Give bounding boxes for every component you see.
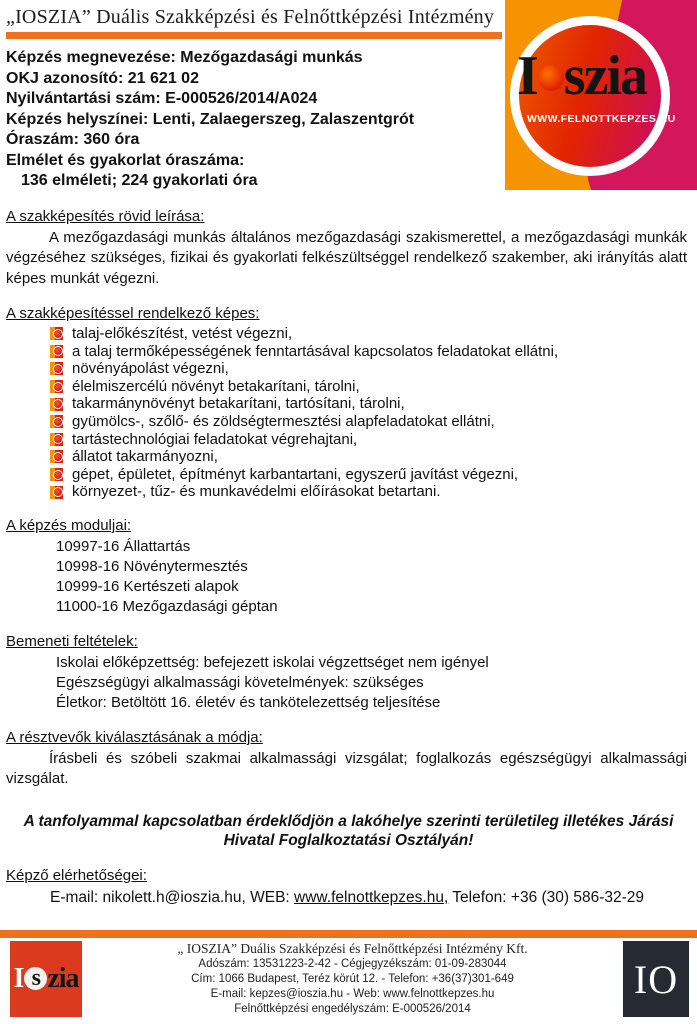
- list-item: [50, 413, 687, 431]
- competencies-heading: A szakképesítéssel rendelkező képes:: [6, 305, 260, 322]
- footer-logo-letters-zia: zia: [47, 963, 79, 994]
- ioszia-bullet-icon: [50, 398, 63, 411]
- description-heading: A szakképesítés rövid leírása:: [6, 207, 205, 225]
- list-item: [50, 378, 687, 396]
- entry-requirement-item: Iskolai előképzettség: befejezett iskolai végzettséget nem igényel: [56, 653, 489, 671]
- footer-logo-letter-i: I: [13, 963, 24, 994]
- logo-website-url: WWW.FELNOTTKEPZES.HU: [527, 113, 676, 125]
- list-item: [50, 448, 687, 466]
- module-item: 10999-16 Kertészeti alapok: [56, 577, 239, 595]
- footer-divider: [0, 930, 697, 938]
- contact-heading: Képző elérhetőségei:: [6, 866, 147, 884]
- entry-requirements-section: [6, 633, 687, 713]
- entry-requirement-item: Életkor: Betöltött 16. életév és tankötelezettség teljesítése: [56, 693, 441, 711]
- ioszia-bullet-icon: [50, 380, 63, 393]
- logo-dot-icon: [538, 65, 564, 91]
- footer-logo-s-disc-icon: s: [24, 967, 47, 990]
- locations-line: Képzés helyszínei: Lenti, Zalaegerszeg, Zalaszentgrót: [6, 110, 415, 128]
- footer-email-web-line: E-mail: kepzes@ioszia.hu - Web: www.felnottkepzes.hu: [210, 988, 495, 1000]
- list-item: [50, 395, 687, 413]
- list-item-text: élelmiszercélú növényt betakarítani, tárolni,: [72, 377, 360, 395]
- footer-address-line: Cím: 1066 Budapest, Teréz körút 12. - Telefon: +36(37)301-649: [191, 973, 514, 985]
- module-item: 10998-16 Növénytermesztés: [56, 557, 248, 575]
- list-item-text: talaj-előkészítést, vetést végezni,: [72, 325, 293, 342]
- footer-ioszia-logo: [10, 941, 82, 1017]
- okj-id-line: OKJ azonosító: 21 621 02: [6, 69, 199, 87]
- list-item-text: gyümölcs-, szőlő- és zöldségtermesztési alapfeladatokat ellátni,: [72, 412, 495, 430]
- modules-list: [56, 537, 687, 617]
- email-link[interactable]: nikolett.h@ioszia.hu: [102, 888, 242, 906]
- module-item: 10997-16 Állattartás: [56, 537, 191, 555]
- list-item-text: a talaj termőképességének fenntartásával kapcsolatos feladatokat ellátni,: [72, 342, 559, 360]
- list-item: [50, 325, 687, 343]
- theory-practice-hours-line: 136 elméleti; 224 gyakorlati óra: [21, 172, 258, 189]
- logo-letter-i: I: [517, 45, 537, 107]
- phone-text: Telefon: +36 (30) 586-32-29: [448, 888, 645, 906]
- list-item: [50, 483, 687, 501]
- modules-heading: A képzés moduljai:: [6, 516, 132, 534]
- modules-section: [6, 517, 687, 617]
- registration-number-line: Nyilvántartási szám: E-000526/2014/A024: [6, 90, 318, 107]
- footer-band: [0, 930, 697, 1024]
- ioszia-logo: [505, 0, 697, 190]
- selection-heading: A résztvevők kiválasztásának a módja:: [6, 728, 263, 746]
- list-item-text: tartástechnológiai feladatokat végrehajtani,: [72, 430, 358, 448]
- list-item-text: környezet-, tűz- és munkavédelmi előírásokat betartani.: [72, 483, 441, 501]
- footer-tax-line: Adószám: 13531223-2-42 - Cégjegyzékszám: 01-09-283044: [198, 958, 507, 970]
- list-item: [50, 431, 687, 449]
- ioszia-bullet-icon: [50, 433, 63, 446]
- website-link[interactable]: www.felnottkepzes.hu,: [294, 888, 449, 906]
- ioszia-bullet-icon: [50, 362, 63, 375]
- module-item: 11000-16 Mezőgazdasági géptan: [56, 597, 278, 615]
- list-item: [50, 343, 687, 361]
- footer-contact-block: [82, 941, 623, 1017]
- list-item-text: állatot takarmányozni,: [72, 448, 218, 466]
- list-item-text: gépet, épületet, építményt karbantartani, egyszerű javítást végezni,: [72, 465, 519, 483]
- entry-requirement-item: Egészségügyi alkalmassági követelmények: szükséges: [56, 673, 424, 691]
- course-name-line: Képzés megnevezése: Mezőgazdasági munkás: [6, 49, 363, 66]
- footer-license-line: Felnőttképzési engedélyszám: E-000526/2014: [234, 1003, 471, 1015]
- contact-section: [6, 867, 687, 908]
- page-footer: [0, 938, 697, 1024]
- entry-requirements-list: [56, 653, 687, 713]
- entry-requirements-heading: Bemeneti feltételek:: [6, 632, 138, 650]
- competencies-list: [50, 325, 687, 501]
- list-item-text: növényápolást végezni,: [72, 360, 229, 378]
- institution-title: „IOSZIA” Duális Szakképzési és Felnőttképzési Intézmény: [6, 6, 495, 28]
- list-item: [50, 360, 687, 378]
- description-section: [6, 208, 687, 290]
- ioszia-bullet-icon: [50, 450, 63, 463]
- description-paragraph: A mezőgazdasági munkás általános mezőgazdasági szakismerettel, a mezőgazdasági munkák végzéséhez szükséges, fizikai és gyakorlati felkészültséggel rendelkező szakember, aki irányítás alatt képes munkát végezni.: [6, 228, 687, 287]
- selection-paragraph: Írásbeli és szóbeli szakmai alkalmassági vizsgálat; foglalkozás egészségügyi alkalmassági vizsgálat.: [6, 749, 687, 788]
- ioszia-bullet-icon: [50, 345, 63, 358]
- ioszia-bullet-icon: [50, 327, 63, 340]
- ioszia-bullet-icon: [50, 468, 63, 481]
- list-item-text: takarmánynövényt betakarítani, tartósítani, tárolni,: [72, 395, 405, 413]
- hours-line: Óraszám: 360 óra: [6, 131, 140, 148]
- header-divider: [6, 32, 502, 39]
- email-label: E-mail:: [50, 888, 103, 906]
- list-item: [50, 466, 687, 484]
- footer-company-name: „ IOSZIA” Duális Szakképzési és Felnőttképzési Intézmény Kft.: [177, 941, 528, 956]
- footer-io-logo: IO: [623, 941, 689, 1017]
- theory-practice-label-line: Elmélet és gyakorlat óraszáma:: [6, 151, 245, 169]
- contact-line: [50, 887, 687, 908]
- district-office-notice: A tanfolyammal kapcsolatban érdeklődjön a lakóhelye szerinti területileg illetékes Járási Hivatal Foglalkoztatási Osztályán!: [23, 812, 674, 850]
- selection-section: [6, 729, 687, 790]
- ioszia-bullet-icon: [50, 415, 63, 428]
- competencies-section: [6, 305, 687, 501]
- logo-wordmark: [517, 46, 697, 106]
- ioszia-bullet-icon: [50, 486, 63, 499]
- logo-letters-szia: szia: [563, 45, 647, 107]
- web-label: , WEB:: [241, 888, 295, 906]
- course-info-block: [6, 48, 501, 192]
